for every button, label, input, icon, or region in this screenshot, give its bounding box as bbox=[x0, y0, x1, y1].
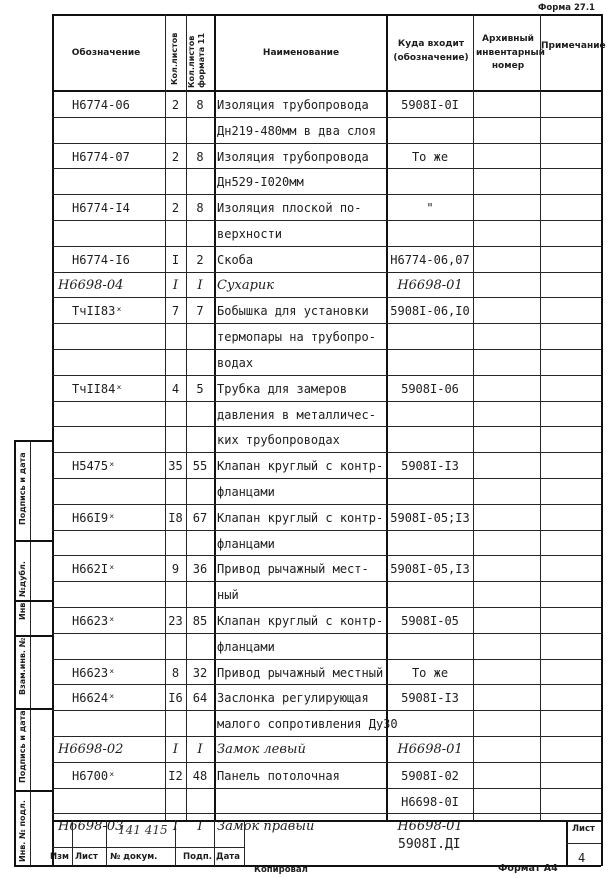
cell-format-sheets: 36 bbox=[192, 562, 208, 576]
grid-line bbox=[72, 820, 73, 866]
cell-name: термопары на трубопро- bbox=[217, 330, 376, 344]
cell-name: фланцами bbox=[217, 640, 275, 654]
grid-line bbox=[14, 440, 16, 866]
cell-sheets: I bbox=[172, 278, 179, 293]
cell-name: Трубка для замеров bbox=[217, 382, 348, 396]
header-format-sheets: Кол.листов формата 11 bbox=[187, 32, 206, 88]
grid-line bbox=[52, 194, 601, 195]
grid-line bbox=[52, 820, 601, 822]
cell-designation: ТчII83ˣ bbox=[72, 304, 123, 318]
cell-sheets: 8 bbox=[171, 666, 180, 680]
header-notes: Примечание bbox=[541, 41, 606, 51]
cell-name: Бобышка для установки bbox=[217, 304, 369, 318]
grid-line bbox=[14, 540, 52, 542]
cell-designation: Н662Iˣ bbox=[72, 562, 116, 576]
cell-name: Привод рычажный мест- bbox=[217, 562, 369, 576]
footer-copied: Копировал bbox=[254, 865, 308, 875]
grid-line bbox=[52, 168, 601, 169]
grid-line bbox=[14, 635, 52, 637]
cell-name: фланцами bbox=[217, 485, 275, 499]
label-signature: Подп. bbox=[183, 852, 212, 862]
cell-name: Скоба bbox=[217, 253, 254, 267]
cell-name: Дн529-I020мм bbox=[217, 175, 304, 189]
cell-format-sheets: 8 bbox=[196, 150, 204, 164]
grid-line bbox=[52, 813, 601, 814]
cell-designation: Н6624ˣ bbox=[72, 691, 116, 705]
document-number: 5908I.ДI bbox=[398, 837, 461, 852]
cell-where-used: 5908I-I3 bbox=[401, 691, 459, 705]
cell-designation: Н6698-03 bbox=[58, 819, 124, 834]
cell-where-used: 5908I-05 bbox=[401, 614, 459, 628]
grid-line bbox=[52, 143, 601, 144]
cell-sheets: 2 bbox=[171, 150, 180, 164]
grid-line bbox=[52, 684, 601, 685]
cell-designation: Н6774-06 bbox=[72, 98, 130, 112]
cell-name: Изоляция трубопровода bbox=[217, 98, 369, 112]
cell-sheets: I bbox=[172, 819, 179, 834]
grid-line bbox=[52, 297, 601, 298]
grid-line bbox=[566, 843, 601, 844]
cell-designation: Н6774-I4 bbox=[72, 201, 130, 215]
stamp-duplicate-inventory: Инв. №дубл. bbox=[18, 561, 27, 620]
cell-sheets: 35 bbox=[168, 459, 183, 473]
handwritten-marks: 141 415 bbox=[118, 823, 168, 837]
label-change: Изм bbox=[50, 852, 70, 862]
grid-line bbox=[540, 14, 541, 820]
cell-format-sheets: 2 bbox=[196, 253, 204, 267]
grid-line bbox=[14, 708, 52, 710]
cell-name: давления в металличес- bbox=[217, 408, 376, 422]
grid-line bbox=[52, 736, 601, 737]
grid-line bbox=[52, 117, 601, 118]
footer-format: Формат А4 bbox=[498, 863, 558, 874]
header-where-used: Куда входит (обозначение) bbox=[393, 39, 469, 63]
cell-designation: Н66I9ˣ bbox=[72, 511, 116, 525]
cell-name: Привод рычажный местный bbox=[217, 666, 384, 680]
cell-where-used: 5908I-05;I3 bbox=[390, 511, 470, 525]
grid-line bbox=[52, 530, 601, 531]
grid-line bbox=[52, 14, 601, 16]
cell-format-sheets: 32 bbox=[192, 666, 208, 680]
cell-where-used: То же bbox=[411, 150, 449, 164]
cell-format-sheets: I bbox=[197, 819, 203, 834]
grid-line bbox=[52, 504, 601, 505]
cell-name: Клапан круглый с контр- bbox=[217, 459, 384, 473]
grid-line bbox=[52, 555, 601, 556]
cell-name: фланцами bbox=[217, 537, 275, 551]
cell-designation: Н6774-07 bbox=[72, 150, 130, 164]
grid-line bbox=[52, 272, 601, 273]
grid-line bbox=[52, 607, 601, 608]
cell-sheets: 7 bbox=[171, 304, 180, 318]
cell-name: ких трубопроводах bbox=[217, 433, 340, 447]
cell-where-used: Н6698-01 bbox=[397, 278, 463, 293]
grid-line bbox=[214, 820, 215, 866]
cell-format-sheets: 55 bbox=[192, 459, 208, 473]
grid-line bbox=[165, 14, 166, 820]
cell-format-sheets: 48 bbox=[192, 769, 208, 783]
grid-line bbox=[52, 452, 601, 453]
grid-line bbox=[175, 820, 176, 866]
cell-where-used: " bbox=[426, 201, 434, 215]
grid-line bbox=[52, 865, 601, 867]
cell-where-used: Н6698-01 bbox=[397, 742, 463, 757]
grid-line bbox=[52, 426, 601, 427]
cell-name: ный bbox=[217, 588, 239, 602]
cell-name: Клапан круглый с контр- bbox=[217, 511, 384, 525]
stamp-replacement-inventory: Взам.инв. № bbox=[18, 637, 27, 695]
sheet-label: Лист bbox=[572, 824, 595, 834]
cell-name: Замок левый bbox=[217, 742, 306, 757]
cell-sheets: I6 bbox=[168, 691, 183, 705]
grid-line bbox=[14, 600, 52, 602]
cell-where-used: Н6698-0I bbox=[401, 795, 459, 809]
grid-line bbox=[52, 220, 601, 221]
cell-sheets: I bbox=[172, 742, 179, 757]
cell-name: Изоляция трубопровода bbox=[217, 150, 369, 164]
grid-line bbox=[52, 762, 601, 763]
grid-line bbox=[52, 659, 601, 660]
cell-sheets: I8 bbox=[168, 511, 183, 525]
sheet-number: 4 bbox=[578, 851, 586, 865]
grid-line bbox=[601, 14, 603, 866]
label-doc-number: № докум. bbox=[110, 852, 158, 862]
cell-format-sheets: 7 bbox=[196, 304, 204, 318]
grid-line bbox=[473, 14, 474, 820]
grid-line bbox=[386, 14, 388, 820]
form-label: Форма 27.1 bbox=[538, 3, 595, 13]
cell-where-used: 5908I-02 bbox=[401, 769, 459, 783]
grid-line bbox=[52, 90, 601, 92]
cell-sheets: 23 bbox=[168, 614, 183, 628]
grid-line bbox=[30, 440, 31, 866]
grid-line bbox=[52, 710, 601, 711]
cell-name: Заслонка регулирующая bbox=[217, 691, 369, 705]
grid-line bbox=[106, 820, 107, 866]
grid-line bbox=[214, 14, 216, 820]
cell-designation: Н5475ˣ bbox=[72, 459, 116, 473]
cell-sheets: I bbox=[171, 253, 180, 267]
stamp-original-inventory: Инв. № подл. bbox=[18, 800, 27, 862]
cell-designation: Н6698-02 bbox=[58, 742, 124, 757]
grid-line bbox=[52, 14, 54, 866]
grid-line bbox=[52, 581, 601, 582]
cell-format-sheets: I bbox=[197, 742, 203, 757]
grid-line bbox=[52, 375, 601, 376]
grid-line bbox=[14, 440, 52, 442]
stamp-signature-date-1: Подпись и дата bbox=[18, 452, 27, 525]
cell-name: малого сопротивления Ду30 bbox=[217, 717, 398, 731]
cell-where-used: 5908I-06 bbox=[401, 382, 459, 396]
grid-line bbox=[244, 820, 245, 866]
grid-line bbox=[52, 323, 601, 324]
cell-where-used: 5908I-0I bbox=[401, 98, 459, 112]
header-sheets: Кол.листов bbox=[170, 32, 179, 85]
cell-sheets: 2 bbox=[171, 98, 180, 112]
label-sheet: Лист bbox=[75, 852, 98, 862]
grid-line bbox=[52, 478, 601, 479]
cell-sheets: 4 bbox=[171, 382, 180, 396]
cell-name: водах bbox=[217, 356, 254, 370]
cell-where-used: То же bbox=[411, 666, 449, 680]
cell-name: Клапан круглый с контр- bbox=[217, 614, 384, 628]
grid-line bbox=[14, 790, 52, 792]
cell-name: Дн219-480мм в два слоя bbox=[217, 124, 376, 138]
stamp-signature-date-2: Подпись и дата bbox=[18, 710, 27, 783]
cell-format-sheets: 67 bbox=[192, 511, 208, 525]
cell-where-used: Н6698-01 bbox=[397, 819, 463, 834]
cell-format-sheets: 85 bbox=[192, 614, 208, 628]
cell-designation: Н6698-04 bbox=[58, 278, 124, 293]
cell-format-sheets: I bbox=[197, 278, 203, 293]
header-name: Наименование bbox=[262, 48, 340, 58]
header-archive-number: Архивный инвентарный номер bbox=[476, 34, 545, 71]
cell-designation: Н6623ˣ bbox=[72, 614, 116, 628]
cell-designation: Н6774-I6 bbox=[72, 253, 130, 267]
cell-where-used: Н6774-06,07 bbox=[390, 253, 470, 267]
cell-format-sheets: 8 bbox=[196, 98, 204, 112]
grid-line bbox=[52, 349, 601, 350]
cell-where-used: 5908I-05,I3 bbox=[390, 562, 470, 576]
grid-line bbox=[52, 246, 601, 247]
cell-format-sheets: 5 bbox=[196, 382, 204, 396]
cell-designation: ТчII84ˣ bbox=[72, 382, 123, 396]
cell-name: верхности bbox=[217, 227, 283, 241]
cell-name: Изоляция плоской по- bbox=[217, 201, 362, 215]
cell-name: Сухарик bbox=[217, 278, 275, 293]
cell-where-used: 5908I-06,I0 bbox=[390, 304, 470, 318]
grid-line bbox=[52, 633, 601, 634]
cell-designation: Н6623ˣ bbox=[72, 666, 116, 680]
cell-name: Замок правый bbox=[217, 819, 315, 834]
cell-where-used: 5908I-I3 bbox=[401, 459, 459, 473]
grid-line bbox=[14, 865, 52, 867]
grid-line bbox=[52, 401, 601, 402]
cell-sheets: 9 bbox=[171, 562, 180, 576]
cell-name: Панель потолочная bbox=[217, 769, 340, 783]
grid-line bbox=[52, 788, 601, 789]
cell-designation: Н6700ˣ bbox=[72, 769, 116, 783]
label-date: Дата bbox=[216, 852, 240, 862]
grid-line bbox=[52, 847, 244, 848]
cell-format-sheets: 64 bbox=[192, 691, 208, 705]
cell-sheets: I2 bbox=[168, 769, 183, 783]
cell-format-sheets: 8 bbox=[196, 201, 204, 215]
grid-line bbox=[186, 14, 187, 820]
header-designation: Обозначение bbox=[71, 48, 141, 58]
cell-sheets: 2 bbox=[171, 201, 180, 215]
